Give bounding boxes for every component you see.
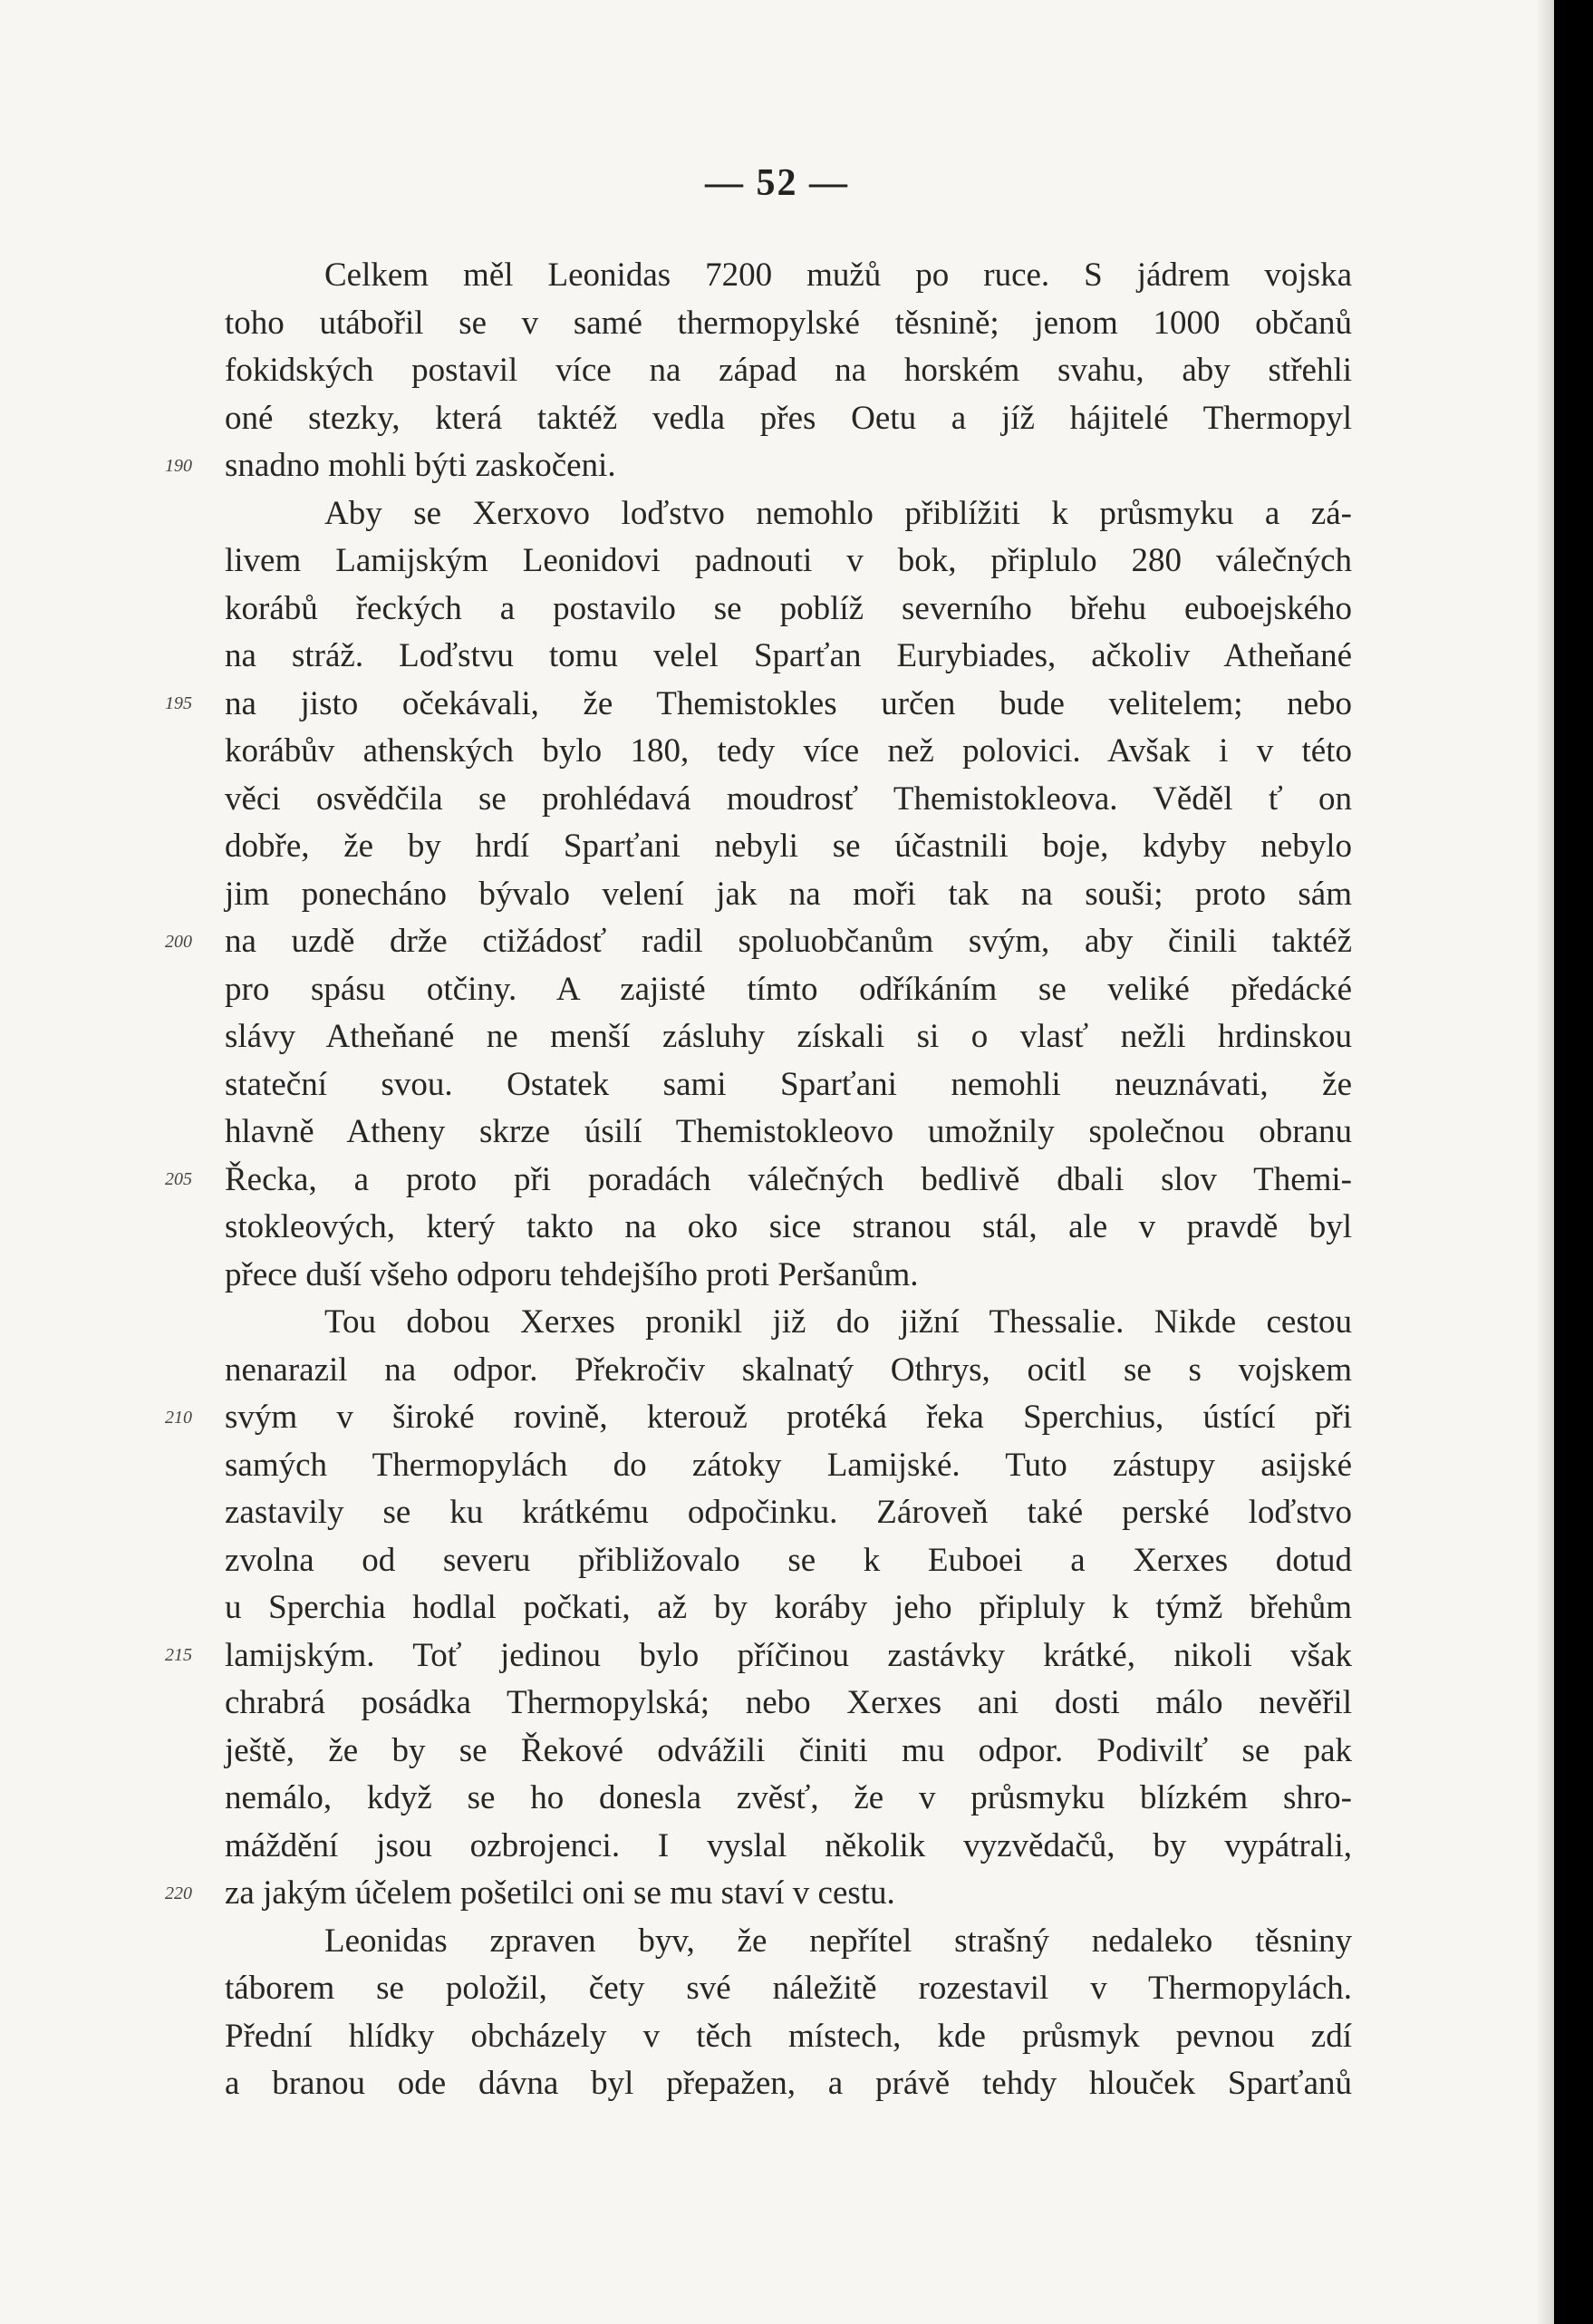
- text-line: samých Thermopylách do zátoky Lamijské. Tuto zástupy asijské: [225, 1446, 1352, 1484]
- text-line: oné stezky, která taktéž vedla přes Oetu a jíž hájitelé Thermopyl: [225, 399, 1352, 437]
- scan-edge: [1554, 0, 1593, 2324]
- text-line: zastavily se ku krátkému odpočinku. Zároveň také perské loďstvo: [225, 1494, 1352, 1531]
- text-line: slávy Atheňané ne menší zásluhy získali si o vlasť nežli hrdinskou: [225, 1018, 1352, 1055]
- text-line: nenarazil na odpor. Překročiv skalnatý Othrys, ocitl se s vojskem: [225, 1351, 1352, 1389]
- text-line: hlavně Atheny skrze úsilí Themistokleovo umožnily společnou obranu: [225, 1113, 1352, 1150]
- text-line: jim ponecháno bývalo velení jak na moři tak na souši; proto sám: [225, 875, 1352, 913]
- text-line: Celkem měl Leonidas 7200 mužů po ruce. S jádrem vojska: [324, 257, 1352, 294]
- text-line: přece duší všeho odporu tehdejšího proti Peršanům.: [225, 1255, 919, 1293]
- text-line: na stráž. Loďstvu tomu velel Sparťan Eurybiades, ačkoliv Atheňané: [225, 637, 1352, 674]
- text-line: chrabrá posádka Thermopylská; nebo Xerxes ani dosti málo nevěřil: [225, 1684, 1352, 1721]
- margin-line-number: 220: [165, 1883, 192, 1903]
- text-line: Aby se Xerxovo loďstvo nemohlo přiblížiti k průsmyku a zá-: [324, 494, 1352, 532]
- text-line: fokidských postavil více na západ na horském svahu, aby střehli: [225, 352, 1352, 389]
- text-line: máždění jsou ozbrojenci. I vyslal několik vyzvědačů, by vypátrali,: [225, 1826, 1352, 1864]
- text-line: zvolna od severu přibližovalo se k Euboei a Xerxes dotud: [225, 1541, 1352, 1579]
- margin-line-number: 210: [165, 1408, 192, 1428]
- margin-line-number: 205: [165, 1169, 192, 1189]
- text-line: na jisto očekávali, že Themistokles určen bude velitelem; nebo: [225, 684, 1352, 722]
- text-line: snadno mohli býti zaskočeni.: [225, 447, 616, 484]
- text-line: na uzdě drže ctižádosť radil spoluobčanům svým, aby činili taktéž: [225, 923, 1352, 960]
- text-line: Přední hlídky obcházely v těch místech, kde průsmyk pevnou zdí: [225, 2017, 1352, 2055]
- text-line: Tou dobou Xerxes pronikl již do jižní Thessalie. Nikde cestou: [324, 1303, 1352, 1341]
- body-text: [225, 252, 1352, 2108]
- text-line: svým v široké rovině, kterouž protéká řeka Sperchius, ústící při: [225, 1399, 1352, 1436]
- margin-line-number: 215: [165, 1645, 192, 1665]
- text-line: pro spásu otčiny. A zajisté tímto odříkáním se veliké předácké: [225, 970, 1352, 1008]
- page-edge-shadow: [1536, 0, 1554, 2324]
- text-line: stokleových, který takto na oko sice stranou stál, ale v pravdě byl: [225, 1208, 1352, 1245]
- text-line: a branou ode dávna byl přepažen, a právě tehdy hlouček Sparťanů: [225, 2065, 1352, 2102]
- text-line: táborem se položil, čety své náležitě rozestavil v Thermopylách.: [225, 1970, 1352, 2007]
- margin-line-number: 195: [165, 693, 192, 713]
- margin-line-number: 190: [165, 456, 192, 476]
- text-line: korábův athenských bylo 180, tedy více než polovici. Avšak i v této: [225, 732, 1352, 770]
- margin-line-number: 200: [165, 932, 192, 952]
- text-line: věci osvědčila se prohlédavá moudrosť Themistokleova. Věděl ť on: [225, 780, 1352, 818]
- text-line: Leonidas zpraven byv, že nepřítel strašný nedaleko těsniny: [324, 1922, 1352, 1960]
- text-line: za jakým účelem pošetilci oni se mu staví v cestu.: [225, 1874, 895, 1912]
- text-line: korábů řeckých a postavilo se poblíž severního břehu euboejského: [225, 589, 1352, 627]
- text-line: lamijským. Toť jedinou bylo příčinou zastávky krátké, nikoli však: [225, 1636, 1352, 1674]
- text-line: livem Lamijským Leonidovi padnouti v bok, připlulo 280 válečných: [225, 542, 1352, 579]
- page-number-header: — 52 —: [705, 162, 849, 204]
- text-line: ještě, že by se Řekové odvážili činiti mu odpor. Podivilť se pak: [225, 1731, 1352, 1769]
- text-line: toho utábořil se v samé thermopylské těsnině; jenom 1000 občanů: [225, 304, 1352, 342]
- text-line: Řecka, a proto při poradách válečných bedlivě dbali slov Themi-: [225, 1160, 1352, 1198]
- text-line: nemálo, když se ho donesla zvěsť, že v průsmyku blízkém shro-: [225, 1779, 1352, 1816]
- text-line: u Sperchia hodlal počkati, až by koráby jeho připluly k týmž břehům: [225, 1589, 1352, 1626]
- text-line: dobře, že by hrdí Sparťani nebyli se účastnili boje, kdyby nebylo: [225, 828, 1352, 865]
- text-line: stateční svou. Ostatek sami Sparťani nemohli neuznávati, že: [225, 1065, 1352, 1103]
